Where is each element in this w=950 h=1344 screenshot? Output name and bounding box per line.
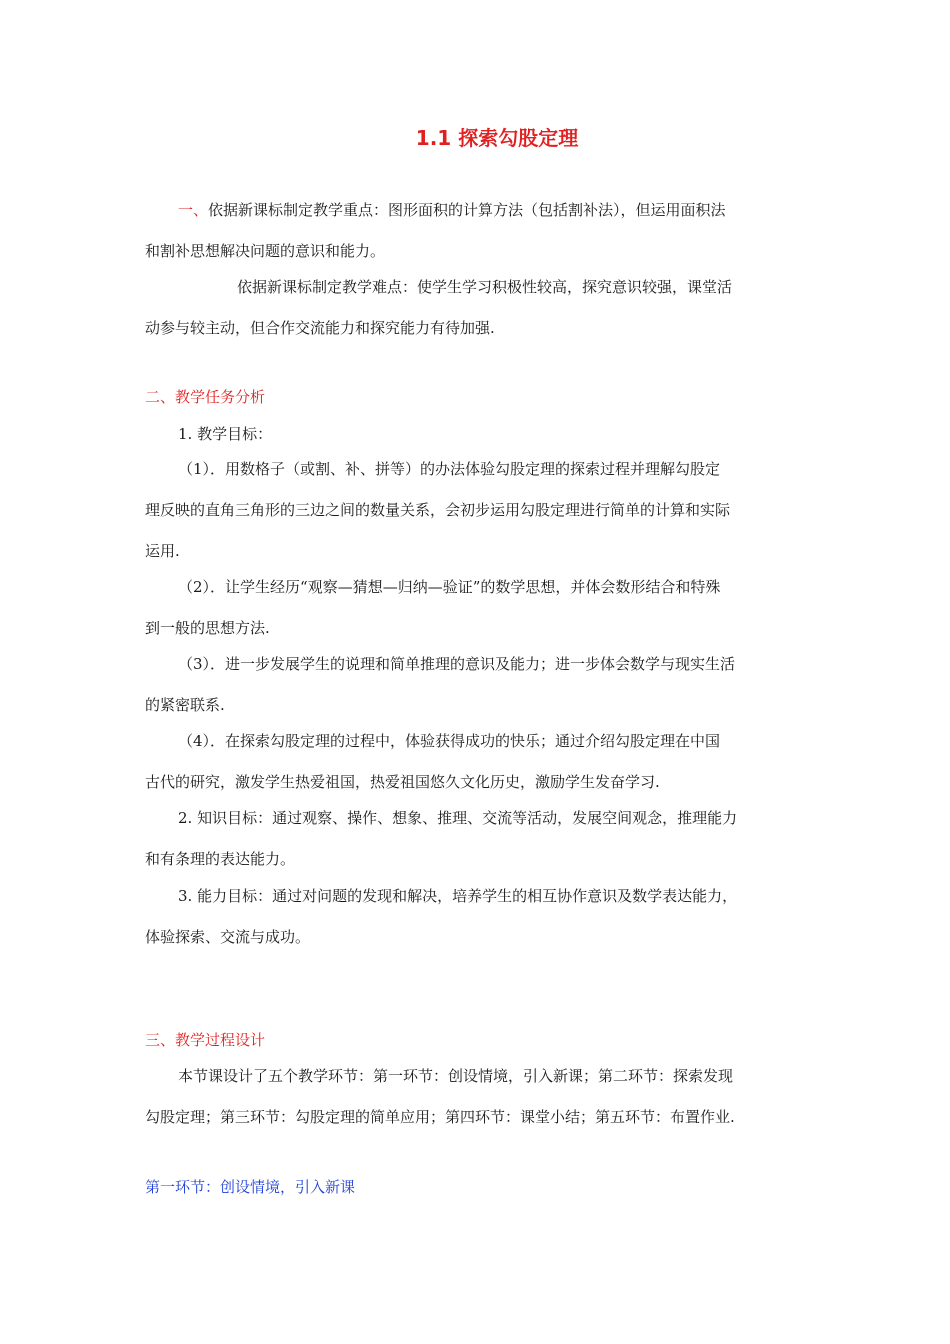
section3-line1: 本节课设计了五个教学环节：第一环节：创设情境，引入新课；第二环节：探索发现 <box>178 1067 734 1085</box>
goal3-line2: 体验探索、交流与成功。 <box>145 928 311 946</box>
section1-line3: 依据新课标制定教学难点：使学生学习积极性较高，探究意识较强，课堂活 <box>237 278 733 296</box>
section1-line1-text: 依据新课标制定教学重点：图形面积的计算方法（包括割补法），但运用面积法 <box>208 201 726 219</box>
item1-line3: 运用. <box>145 542 180 560</box>
item3-line1: （3）．进一步发展学生的说理和简单推理的意识及能力；进一步体会数学与现实生活 <box>178 655 736 673</box>
item2-line1: （2）．让学生经历“观察—猜想—归纳—验证”的数学思想，并体会数形结合和特殊 <box>178 578 721 596</box>
section2-heading: 二、教学任务分析 <box>145 388 266 406</box>
section3-line2: 勾股定理；第三环节：勾股定理的简单应用；第四环节：课堂小结；第五环节：布置作业. <box>145 1108 735 1126</box>
goal3-line1: 3. 能力目标：通过对问题的发现和解决，培养学生的相互协作意识及数学表达能力， <box>178 887 738 905</box>
section1-line1: 一、依据新课标制定教学重点：图形面积的计算方法（包括割补法），但运用面积法 <box>178 201 726 219</box>
section1-line4: 动参与较主动，但合作交流能力和探究能力有待加强. <box>145 319 495 337</box>
goal1-heading: 1. 教学目标： <box>178 425 273 443</box>
goal2-line1: 2. 知识目标：通过观察、操作、想象、推理、交流等活动，发展空间观念，推理能力 <box>178 809 738 827</box>
section3-heading: 三、教学过程设计 <box>145 1031 266 1049</box>
goal2-line2: 和有条理的表达能力。 <box>145 850 296 868</box>
item4-line2: 古代的研究，激发学生热爱祖国，热爱祖国悠久文化历史，激励学生发奋学习. <box>145 773 660 791</box>
item2-line2: 到一般的思想方法. <box>145 619 270 637</box>
item1-line1: （1）．用数格子（或割、补、拼等）的办法体验勾股定理的探索过程并理解勾股定 <box>178 460 721 478</box>
section1-line2: 和割补思想解决问题的意识和能力。 <box>145 242 386 260</box>
item1-line2: 理反映的直角三角形的三边之间的数量关系，会初步运用勾股定理进行简单的计算和实际 <box>145 501 731 519</box>
section3-subheading: 第一环节：创设情境，引入新课 <box>145 1178 356 1196</box>
item3-line2: 的紧密联系. <box>145 696 225 714</box>
item4-line1: （4）．在探索勾股定理的过程中，体验获得成功的快乐；通过介绍勾股定理在中国 <box>178 732 721 750</box>
document-title: 1.1 探索勾股定理 <box>415 126 579 150</box>
